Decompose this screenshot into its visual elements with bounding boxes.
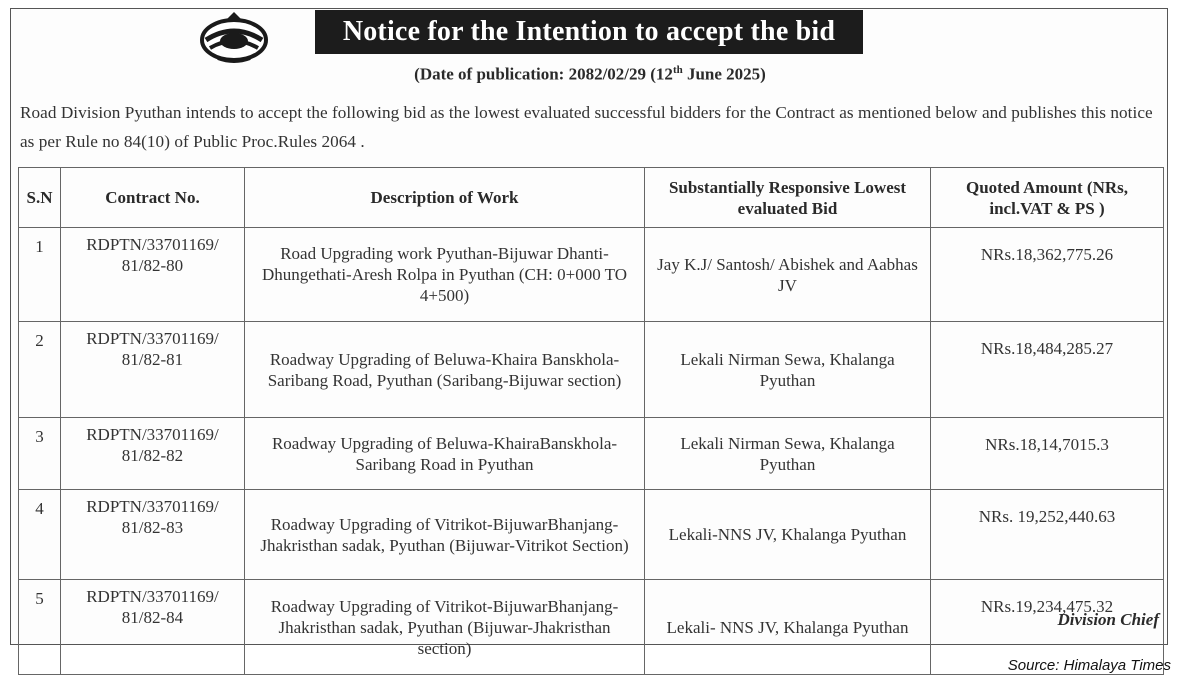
header-bidder: Substantially Responsive Lowest evaluated Bid: [645, 168, 931, 228]
table-row: [19, 418, 1164, 490]
source-credit: Source: Himalaya Times: [1007, 657, 1171, 674]
row-contract: RDPTN/33701169/ 81/82-82: [61, 418, 245, 490]
row-contract: RDPTN/33701169/ 81/82-84: [61, 580, 245, 675]
table-header-row: [19, 168, 1164, 228]
row-contract: RDPTN/33701169/ 81/82-80: [61, 228, 245, 322]
row-contract: RDPTN/33701169/ 81/82-83: [61, 490, 245, 580]
row-amount: NRs.18,484,285.27: [931, 322, 1164, 418]
row-bidder: Lekali Nirman Sewa, Khalanga Pyuthan: [645, 322, 931, 418]
row-bidder: Jay K.J/ Santosh/ Abishek and Aabhas JV: [645, 228, 931, 322]
row-bidder: Lekali-NNS JV, Khalanga Pyuthan: [645, 490, 931, 580]
row-amount: NRs.19,234,475.32: [931, 580, 1164, 675]
row-bidder: Lekali Nirman Sewa, Khalanga Pyuthan: [645, 418, 931, 490]
header-description: Description of Work: [245, 168, 645, 228]
intro-paragraph: Road Division Pyuthan intends to accept the following bid as the lowest evaluated successful bidders for the Contract as mentioned below and publishes this notice as per Rule no 84(10) of Public Proc.Rules 2064 .: [20, 103, 1153, 151]
row-amount: NRs. 19,252,440.63: [931, 490, 1164, 580]
table-row: [19, 228, 1164, 322]
row-description: Roadway Upgrading of Vitrikot-BijuwarBhanjang-Jhakristhan sadak, Pyuthan (Bijuwar-Vitrikot Section): [245, 490, 645, 580]
signature-division-chief: Division Chief: [1057, 610, 1159, 629]
row-sn: 2: [19, 322, 61, 418]
row-sn: 3: [19, 418, 61, 490]
row-sn: 1: [19, 228, 61, 322]
row-description: Road Upgrading work Pyuthan-Bijuwar Dhanti-Dhungethati-Aresh Rolpa in Pyuthan (CH: 0+000 TO 4+500): [245, 228, 645, 322]
header-sn: S.N: [19, 168, 61, 228]
row-amount: NRs.18,362,775.26: [931, 228, 1164, 322]
bids-table: [18, 167, 1164, 675]
table-row: [19, 580, 1164, 675]
table-row: [19, 322, 1164, 418]
row-amount: NRs.18,14,7015.3: [931, 418, 1164, 490]
header-amount: Quoted Amount (NRs, incl.VAT & PS ): [931, 168, 1164, 228]
row-contract: RDPTN/33701169/ 81/82-81: [61, 322, 245, 418]
row-description: Roadway Upgrading of Beluwa-Khaira Banskhola-Saribang Road, Pyuthan (Saribang-Bijuwar section): [245, 322, 645, 418]
table-row: [19, 490, 1164, 580]
row-description: Roadway Upgrading of Vitrikot-BijuwarBhanjang-Jhakristhan sadak, Pyuthan (Bijuwar-Jhakristhan section): [245, 580, 645, 675]
header-contract: Contract No.: [61, 168, 245, 228]
publication-date: (Date of publication: 2082/02/29 (12th June 2025): [414, 64, 766, 84]
row-sn: 5: [19, 580, 61, 675]
government-emblem-icon: [196, 10, 272, 64]
row-sn: 4: [19, 490, 61, 580]
row-bidder: Lekali- NNS JV, Khalanga Pyuthan: [645, 580, 931, 675]
notice-title: Notice for the Intention to accept the bid: [315, 10, 863, 54]
row-description: Roadway Upgrading of Beluwa-KhairaBanskhola-Saribang Road in Pyuthan: [245, 418, 645, 490]
